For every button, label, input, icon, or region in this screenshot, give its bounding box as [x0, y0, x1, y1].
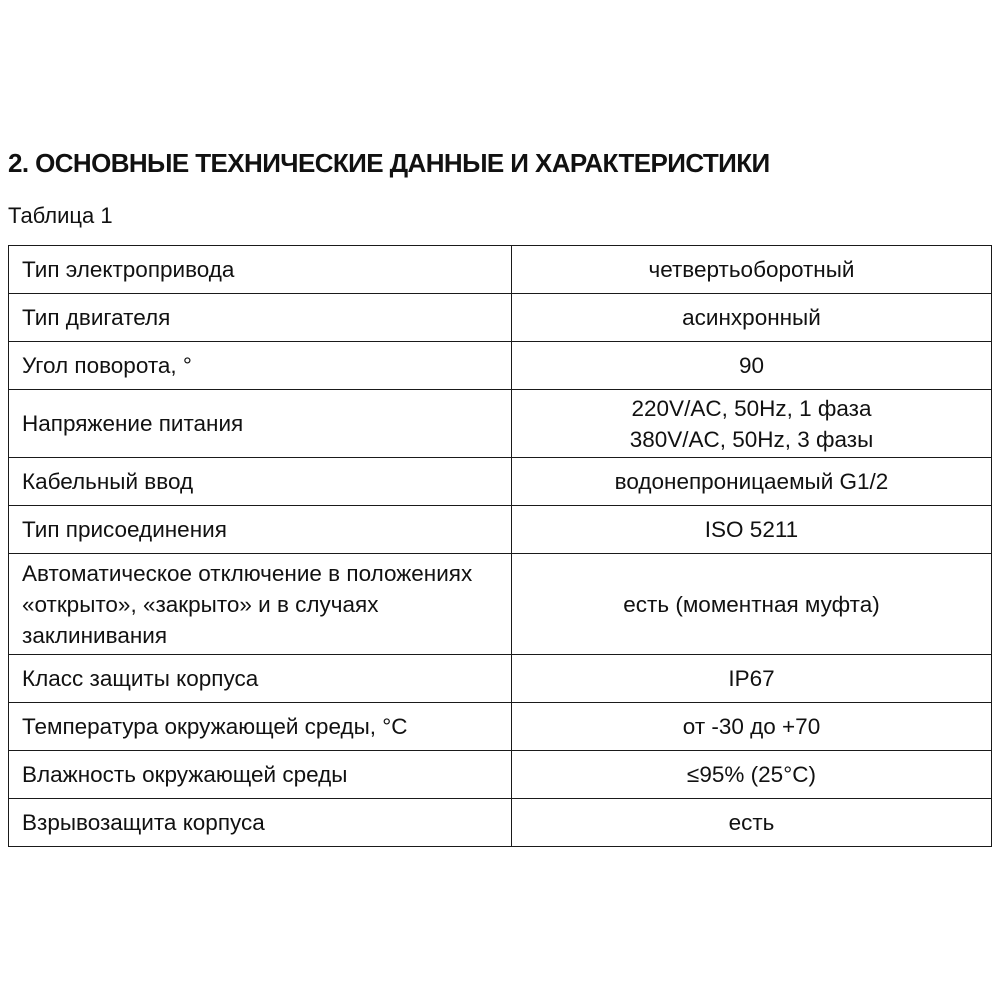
table-row — [9, 703, 992, 751]
param-cell: Угол поворота, ° — [9, 342, 512, 390]
value-cell — [512, 458, 992, 506]
value-cell — [512, 554, 992, 655]
spec-table — [8, 245, 992, 847]
table-row — [9, 799, 992, 847]
table-row — [9, 506, 992, 554]
param-cell: Тип электропривода — [9, 246, 512, 294]
value-line: асинхронный — [682, 305, 821, 330]
value-line: ISO 5211 — [704, 517, 799, 542]
value-line: 380V/AC, 50Hz, 3 фазы — [629, 426, 874, 452]
param-cell: Влажность окружающей среды — [9, 751, 512, 799]
param-cell: Напряжение питания — [9, 390, 512, 458]
param-cell: Класс защиты корпуса — [9, 655, 512, 703]
value-line: IP67 — [728, 666, 775, 691]
value-line: водонепроницаемый G1/2 — [614, 469, 889, 494]
spec-table-body — [9, 246, 992, 847]
table-row — [9, 751, 992, 799]
table-caption: Таблица 1 — [8, 203, 113, 228]
value-line: от -30 до +70 — [682, 714, 821, 739]
section-title: 2. ОСНОВНЫЕ ТЕХНИЧЕСКИЕ ДАННЫЕ И ХАРАКТЕРИСТИКИ — [8, 148, 770, 178]
table-row — [9, 655, 992, 703]
value-line: четвертьоборотный — [648, 257, 855, 282]
value-cell — [512, 799, 992, 847]
value-cell — [512, 390, 992, 458]
value-cell — [512, 655, 992, 703]
value-line: ≤95% (25°C) — [687, 762, 816, 787]
table-row — [9, 294, 992, 342]
value-cell — [512, 751, 992, 799]
param-cell: Автоматическое отключение в положениях «открыто», «закрыто» и в случаях заклинивания — [9, 554, 512, 655]
param-cell: Взрывозащита корпуса — [9, 799, 512, 847]
table-row — [9, 342, 992, 390]
value-line: есть — [728, 810, 775, 835]
value-line: 220V/AC, 50Hz, 1 фаза — [631, 395, 872, 421]
value-cell — [512, 294, 992, 342]
param-cell: Тип двигателя — [9, 294, 512, 342]
value-line: есть (моментная муфта) — [623, 591, 880, 617]
table-row — [9, 246, 992, 294]
value-cell — [512, 246, 992, 294]
table-row — [9, 458, 992, 506]
param-cell: Тип присоединения — [9, 506, 512, 554]
table-row — [9, 554, 992, 655]
value-cell — [512, 703, 992, 751]
value-cell — [512, 506, 992, 554]
param-cell: Температура окружающей среды, °C — [9, 703, 512, 751]
table-row — [9, 390, 992, 458]
value-line: 90 — [738, 353, 765, 378]
value-cell — [512, 342, 992, 390]
param-cell: Кабельный ввод — [9, 458, 512, 506]
